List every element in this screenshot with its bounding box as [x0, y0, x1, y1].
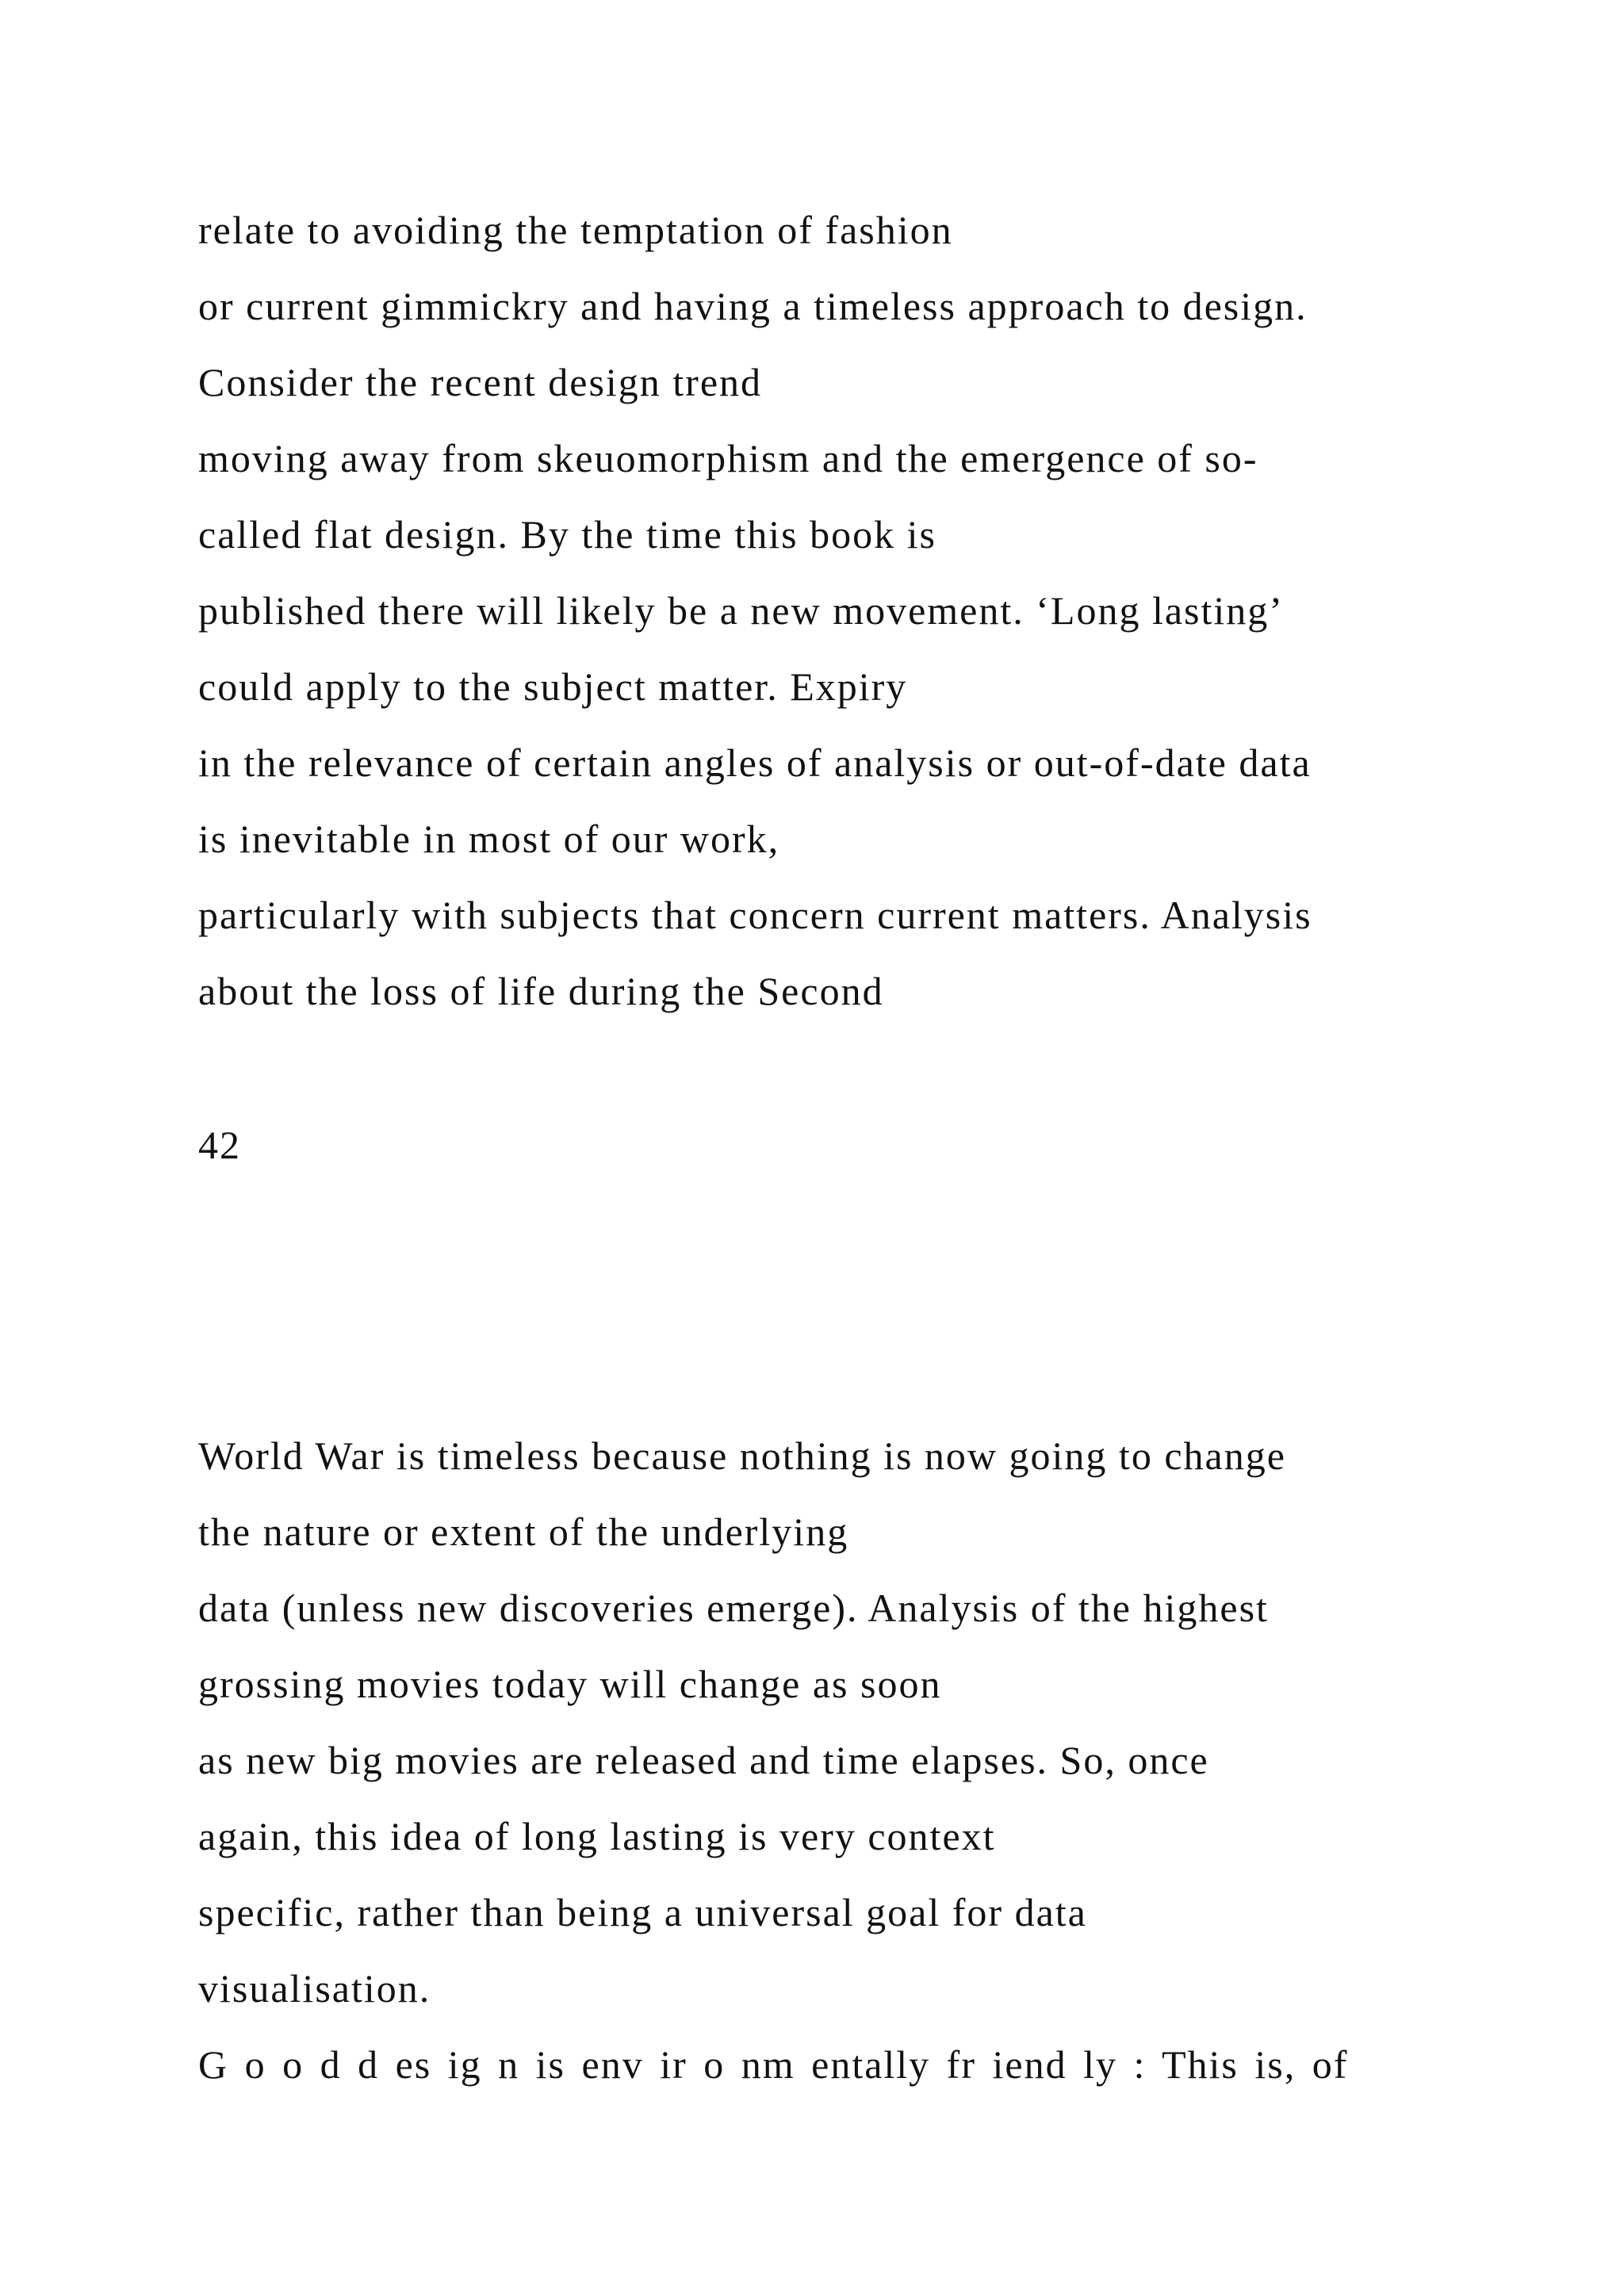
text-line: data (unless new discoveries emerge). Analysis of the highest — [198, 1586, 1269, 1630]
text-line: again, this idea of long lasting is very context — [198, 1814, 996, 1858]
text-block-bottom — [198, 1418, 1546, 2103]
text-line: is inevitable in most of our work, — [198, 817, 780, 861]
text-line: in the relevance of certain angles of analysis or out-of-date data — [198, 740, 1312, 785]
text-line: about the loss of life during the Second — [198, 969, 884, 1013]
text-line: specific, rather than being a universal goal for data — [198, 1890, 1087, 1934]
text-line: relate to avoiding the temptation of fashion — [198, 208, 953, 252]
page-number: 42 — [198, 1123, 241, 1167]
text-line: Consider the recent design trend — [198, 360, 763, 404]
text-line: called flat design. By the time this book is — [198, 512, 936, 557]
text-line: or current gimmickry and having a timeless approach to design. — [198, 284, 1308, 328]
text-line: the nature or extent of the underlying — [198, 1510, 849, 1554]
text-line: particularly with subjects that concern current matters. Analysis — [198, 893, 1312, 937]
text-line: moving away from skeuomorphism and the emergence of so- — [198, 436, 1258, 480]
text-line: World War is timeless because nothing is now going to change — [198, 1433, 1286, 1478]
text-line: grossing movies today will change as soon — [198, 1662, 942, 1706]
text-block-top — [198, 192, 1546, 1029]
text-line: G o o d d es ig n is env ir o nm entally fr iend ly : This is, of — [198, 2042, 1349, 2087]
text-line: could apply to the subject matter. Expiry — [198, 664, 908, 709]
text-line: published there will likely be a new movement. ‘Long lasting’ — [198, 588, 1284, 633]
text-line: as new big movies are released and time elapses. So, once — [198, 1738, 1209, 1782]
text-line: visualisation. — [198, 1966, 431, 2011]
